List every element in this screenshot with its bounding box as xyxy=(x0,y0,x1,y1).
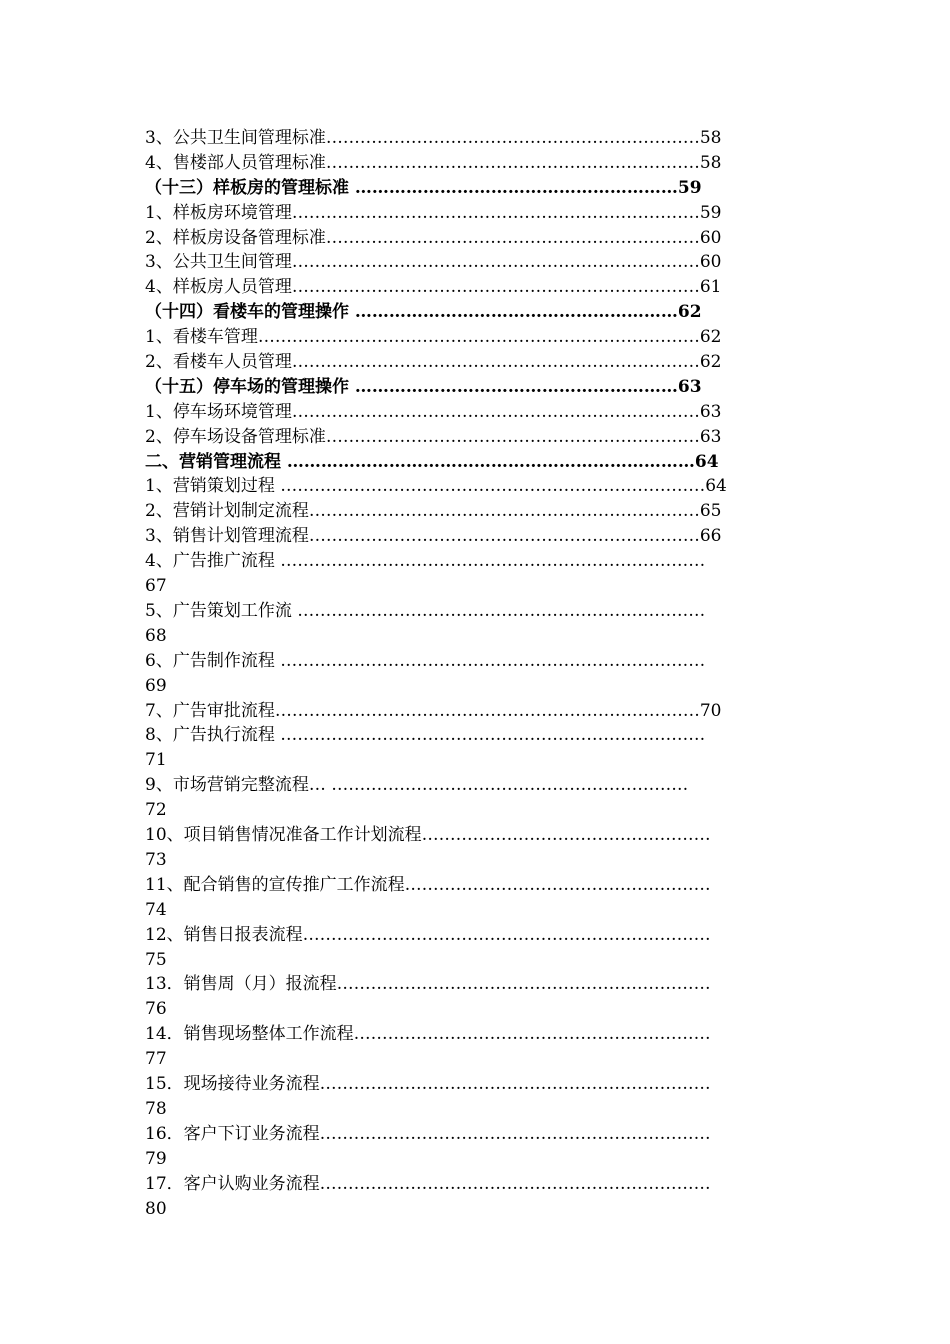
toc-entry: 5、广告策划工作流 ……………………………………………………………… 68 xyxy=(145,600,706,646)
toc-entry: 3、公共卫生间管理标准…………………………………………………………58 xyxy=(145,128,722,148)
toc-entry: 1、看楼车管理……………………………………………………………………62 xyxy=(145,327,722,348)
toc-entry: 1、样板房环境管理………………………………………………………………59 xyxy=(145,202,722,223)
toc-entry: 4、售楼部人员管理标准…………………………………………………………58 xyxy=(145,152,722,173)
toc-entry: 4、样板房人员管理………………………………………………………………61 xyxy=(145,277,722,298)
toc-entry: 11、配合销售的宣传推广工作流程……………………………………………… 74 xyxy=(145,874,711,920)
toc-entry: 1、营销策划过程 …………………………………………………………………64 xyxy=(145,476,727,497)
toc-entry: 6、广告制作流程 ………………………………………………………………… 69 xyxy=(145,650,706,696)
toc-entry: 3、公共卫生间管理………………………………………………………………60 xyxy=(145,252,722,273)
toc-entry: 9、市场营销完整流程… ……………………………………………………… 72 xyxy=(145,775,689,821)
toc-chapter-heading: 二、营销管理流程 ………………………………………………………………64 xyxy=(145,451,719,472)
toc-entry: 17．客户认购业务流程…………………………………………………………… 80 xyxy=(145,1173,711,1219)
toc-entry: 2、营销计划制定流程……………………………………………………………65 xyxy=(145,501,722,522)
toc-entry: 2、停车场设备管理标准…………………………………………………………63 xyxy=(145,426,722,447)
toc-section-heading: （十五）停车场的管理操作 …………………………………………………63 xyxy=(145,376,702,397)
toc-entry: 16．客户下订业务流程…………………………………………………………… 79 xyxy=(145,1123,711,1169)
toc-entry: 10、项目销售情况准备工作计划流程…………………………………………… 73 xyxy=(145,825,711,870)
toc-entry: 3、销售计划管理流程……………………………………………………………66 xyxy=(145,526,722,547)
toc-entry: 13．销售周（月）报流程………………………………………………………… 76 xyxy=(145,974,711,1020)
toc-entry: 14．销售现场整体工作流程……………………………………………………… 77 xyxy=(145,1024,711,1070)
toc-entry: 2、看楼车人员管理………………………………………………………………62 xyxy=(145,352,722,373)
table-of-contents xyxy=(145,126,805,1221)
toc-section-heading: （十四）看楼车的管理操作 …………………………………………………62 xyxy=(145,302,702,323)
toc-entry: 4、广告推广流程 ………………………………………………………………… 67 xyxy=(145,551,706,597)
toc-entry: 2、样板房设备管理标准…………………………………………………………60 xyxy=(145,227,722,248)
toc-entry: 8、广告执行流程 ………………………………………………………………… 71 xyxy=(145,725,706,771)
toc-entry: 1、停车场环境管理………………………………………………………………63 xyxy=(145,401,722,422)
toc-section-heading: （十三）样板房的管理标准 …………………………………………………59 xyxy=(145,177,702,198)
toc-entry: 12、销售日报表流程……………………………………………………………… 75 xyxy=(145,924,711,970)
toc-entry: 7、广告审批流程…………………………………………………………………70 xyxy=(145,700,722,721)
toc-entry: 15．现场接待业务流程…………………………………………………………… 78 xyxy=(145,1074,711,1119)
